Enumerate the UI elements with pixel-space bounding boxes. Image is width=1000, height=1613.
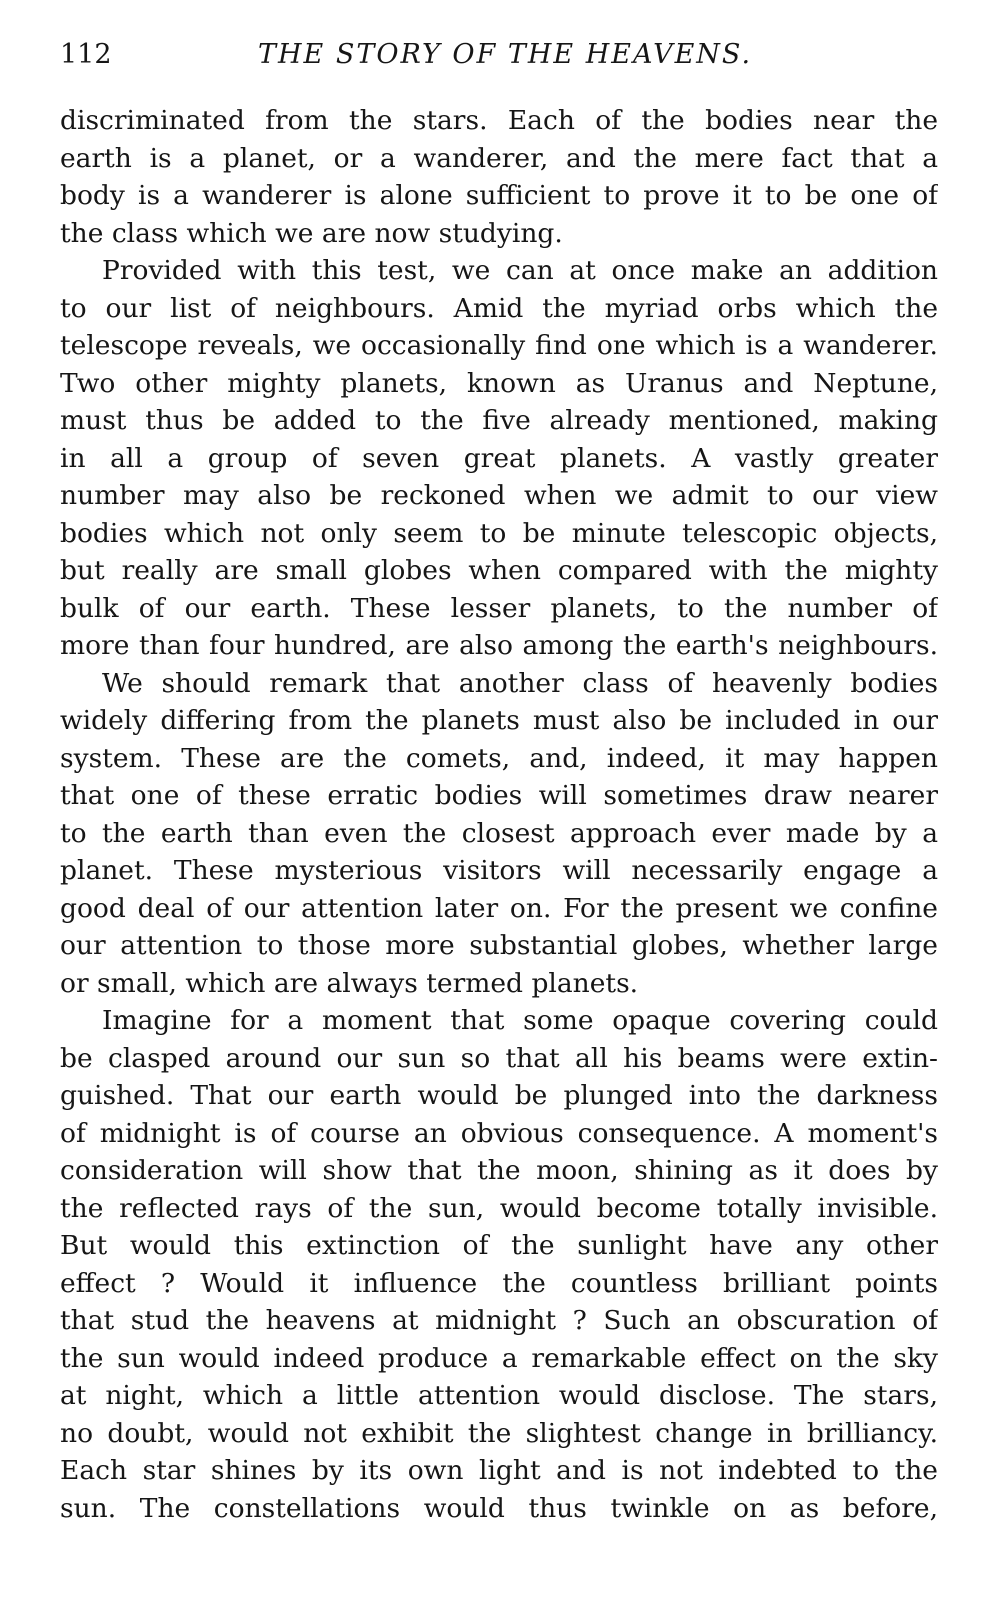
text-line: planet. These mysterious visitors will necessarily engage a [60,855,938,886]
text-line: consideration will show that the moon, shining as it does by [60,1155,938,1186]
text-line: that stud the heavens at midnight ? Such an obscuration of [60,1305,938,1336]
paragraph-end-line: the class which we are now studying. [60,217,563,249]
page-number: 112 [60,39,112,70]
paragraph-start-line: Provided with this test, we can at once make an addition [102,255,938,286]
text-line: discriminated from the stars. Each of the bodies near the [60,105,938,136]
text-line: body is a wanderer is alone sufficient to prove it to be one of [60,180,938,211]
text-line: Each star shines by its own light and is not indebted to the [60,1455,938,1486]
paragraph-end-line: more than four hundred, are also among the earth's neighbours. [60,630,938,661]
text-line: our attention to those more substantial globes, whether large [60,930,938,961]
text-line: of midnight is of course an obvious consequence. A moment's [60,1117,938,1149]
text-line: bulk of our earth. These lesser planets, to the number of [60,592,938,624]
text-line: to our list of neighbours. Amid the myriad orbs which the [60,292,938,324]
text-line: no doubt, would not exhibit the slightest change in brilliancy. [60,1417,938,1449]
running-head: THE STORY OF THE HEAVENS. [258,39,753,70]
text-line: be clasped around our sun so that all his beams were extin- [60,1042,938,1074]
text-line: the reflected rays of the sun, would become totally invisible. [60,1192,938,1224]
text-line: effect ? Would it influence the countless brilliant points [60,1267,938,1299]
paragraph-end-line: or small, which are always termed planets. [60,967,639,999]
paragraph-start-line: Imagine for a moment that some opaque covering could [102,1005,938,1036]
text-line: in all a group of seven great planets. A vastly greater [60,442,938,474]
text-line: guished. That our earth would be plunged into the darkness [60,1080,938,1111]
text-line: that one of these erratic bodies will sometimes draw nearer [60,780,938,811]
page-header [60,38,938,72]
text-line: but really are small globes when compared with the mighty [60,555,938,586]
text-line: Two other mighty planets, known as Uranus and Neptune, [60,367,938,399]
text-line: the sun would indeed produce a remarkable effect on the sky [60,1342,938,1374]
text-line: sun. The constellations would thus twinkle on as before, [60,1492,938,1524]
body-text [60,102,938,1562]
text-line: good deal of our attention later on. For the present we confine [60,892,938,924]
text-line: bodies which not only seem to be minute telescopic objects, [60,517,938,549]
text-line: number may also be reckoned when we admit to our view [60,480,938,511]
text-line: widely differing from the planets must also be included in our [60,705,938,736]
text-line: earth is a planet, or a wanderer, and the mere fact that a [60,142,938,174]
paragraph-start-line: We should remark that another class of heavenly bodies [102,667,938,699]
text-line: system. These are the comets, and, indeed, it may happen [60,742,938,774]
text-line: must thus be added to the five already mentioned, making [60,405,938,436]
text-line: telescope reveals, we occasionally find one which is a wanderer. [60,330,938,361]
text-line: But would this extinction of the sunlight have any other [60,1230,938,1261]
text-line: to the earth than even the closest approach ever made by a [60,817,938,849]
text-line: at night, which a little attention would disclose. The stars, [60,1380,938,1411]
